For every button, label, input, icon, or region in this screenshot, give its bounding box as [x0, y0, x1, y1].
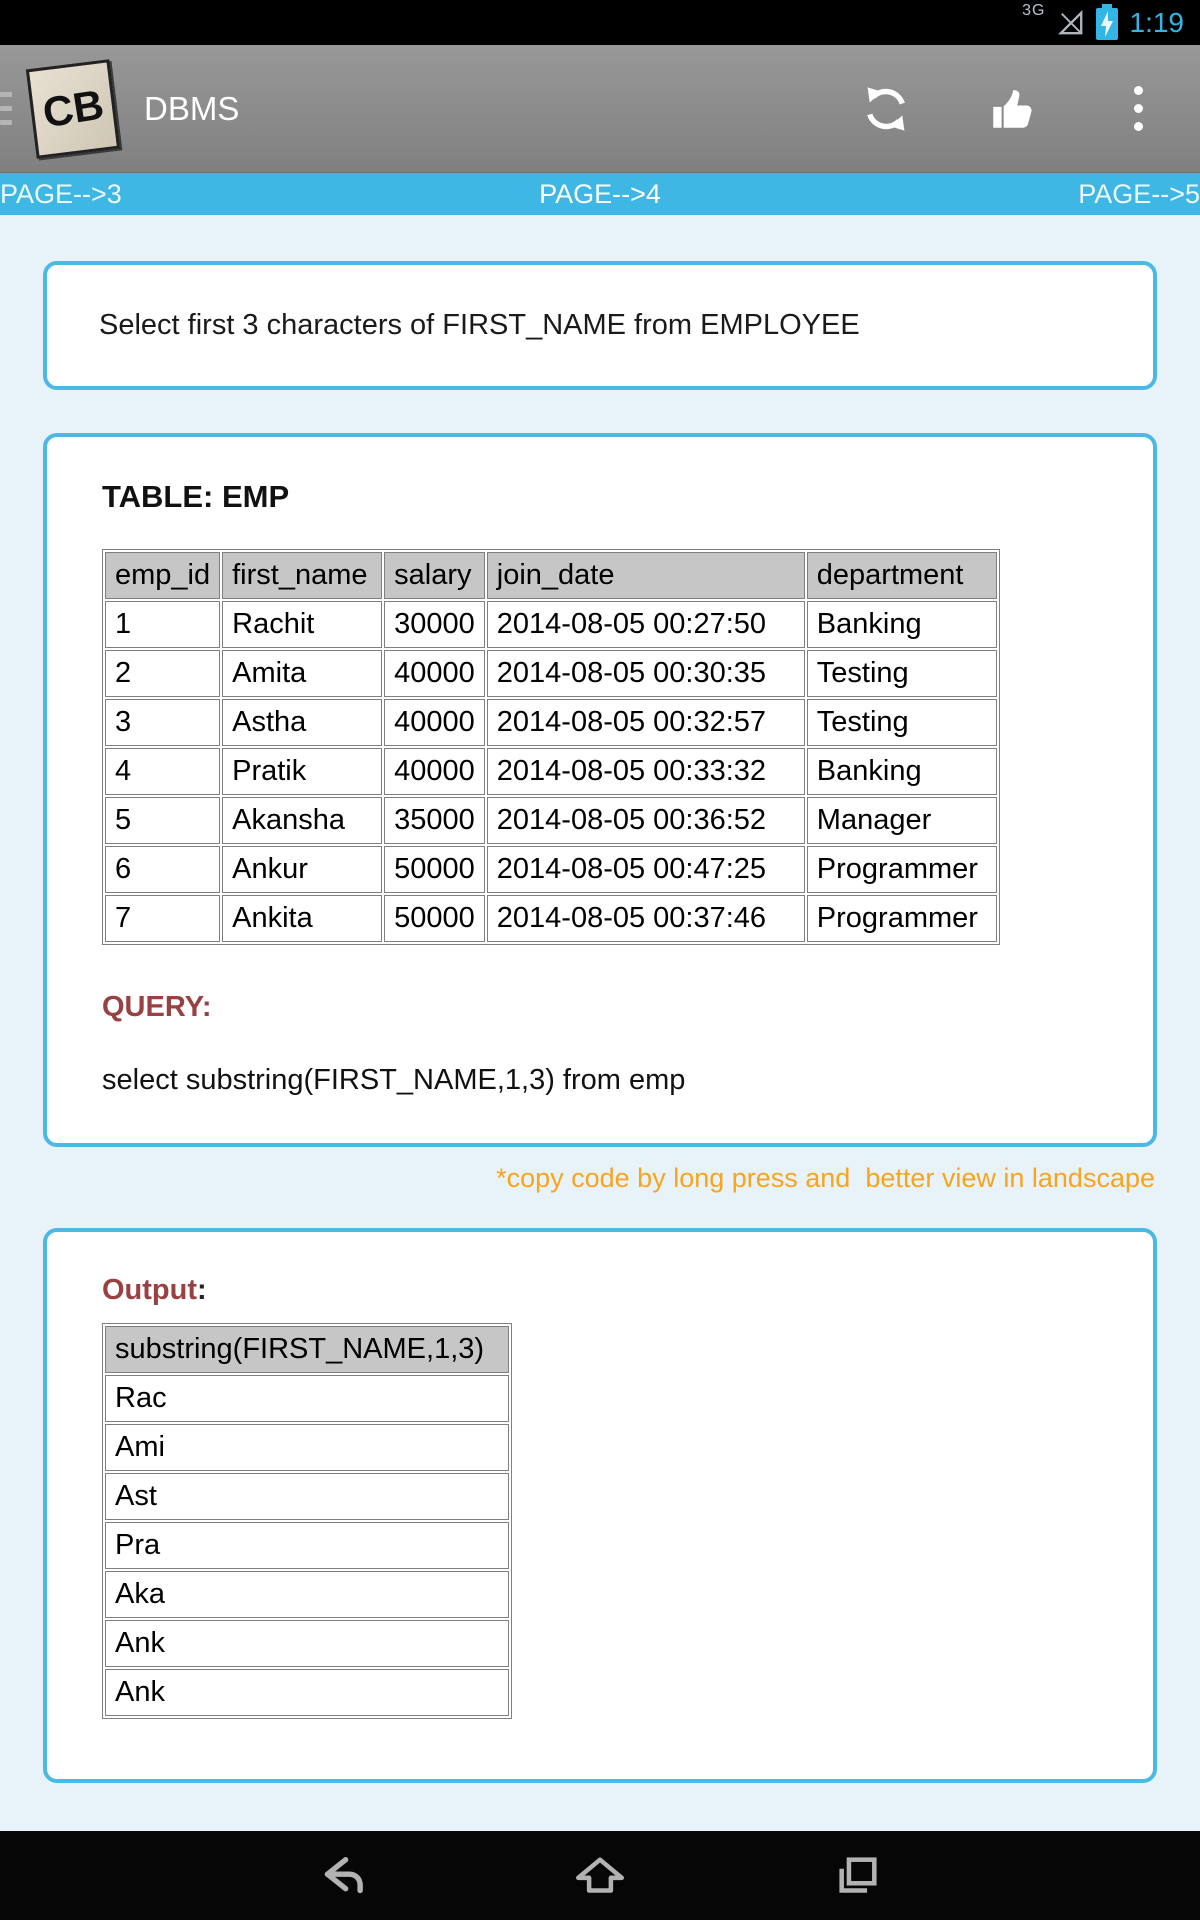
page-nav-bar	[0, 173, 1200, 215]
signal-triangle-icon	[1058, 10, 1084, 36]
table-cell: Ank	[105, 1620, 509, 1667]
emp-table	[102, 549, 1000, 945]
refresh-icon[interactable]	[858, 81, 914, 137]
question-card	[43, 261, 1157, 390]
table-cell: Programmer	[807, 846, 997, 893]
table-row	[105, 699, 997, 746]
table-row	[105, 846, 997, 893]
table-row	[105, 1375, 509, 1422]
table-cell: Testing	[807, 650, 997, 697]
table-cell: 7	[105, 895, 220, 942]
table-cell: Ami	[105, 1424, 509, 1471]
question-text: Select first 3 characters of FIRST_NAME from EMPLOYEE	[99, 309, 860, 341]
table-cell: 30000	[384, 601, 485, 648]
emp-table-header-row	[105, 552, 997, 599]
table-card	[43, 433, 1157, 1147]
table-cell: Rachit	[222, 601, 382, 648]
output-label: Output	[102, 1274, 198, 1306]
table-cell: 2	[105, 650, 220, 697]
back-icon[interactable]	[311, 1845, 373, 1907]
status-bar	[0, 0, 1200, 45]
copy-hint-text: *copy code by long press and better view in landscape	[496, 1163, 1155, 1193]
table-cell: Astha	[222, 699, 382, 746]
drawer-indicator[interactable]	[0, 79, 14, 139]
table-cell: Ast	[105, 1473, 509, 1520]
column-header: join_date	[487, 552, 805, 599]
table-row	[105, 1669, 509, 1716]
output-card	[43, 1228, 1157, 1783]
table-cell: Programmer	[807, 895, 997, 942]
table-cell: 4	[105, 748, 220, 795]
table-cell: 2014-08-05 00:30:35	[487, 650, 805, 697]
table-cell: Ank	[105, 1669, 509, 1716]
table-cell: 40000	[384, 650, 485, 697]
output-table-header-row	[105, 1326, 509, 1373]
table-cell: 5	[105, 797, 220, 844]
overflow-menu-icon[interactable]	[1110, 81, 1166, 137]
table-cell: 40000	[384, 748, 485, 795]
table-cell: 2014-08-05 00:33:32	[487, 748, 805, 795]
table-cell: Banking	[807, 601, 997, 648]
table-row	[105, 797, 997, 844]
table-row	[105, 1522, 509, 1569]
app-logo-box	[26, 59, 120, 159]
table-row	[105, 1620, 509, 1667]
action-bar-actions	[858, 81, 1200, 137]
table-cell: 50000	[384, 846, 485, 893]
table-cell: Manager	[807, 797, 997, 844]
table-row	[105, 650, 997, 697]
table-row	[105, 1473, 509, 1520]
table-cell: 3	[105, 699, 220, 746]
table-row	[105, 748, 997, 795]
column-header: department	[807, 552, 997, 599]
table-cell: 40000	[384, 699, 485, 746]
table-cell: Banking	[807, 748, 997, 795]
battery-charging-icon	[1096, 8, 1118, 40]
table-cell: Ankur	[222, 846, 382, 893]
table-cell: 6	[105, 846, 220, 893]
page-nav-next[interactable]: PAGE-->5	[1078, 178, 1200, 209]
column-header: salary	[384, 552, 485, 599]
network-type-label: 3G	[1022, 2, 1046, 19]
table-cell: Akansha	[222, 797, 382, 844]
column-header: first_name	[222, 552, 382, 599]
table-row	[105, 1424, 509, 1471]
system-nav-bar	[0, 1831, 1200, 1920]
table-cell: 35000	[384, 797, 485, 844]
output-label-wrap	[102, 1274, 1098, 1307]
column-header: emp_id	[105, 552, 220, 599]
query-label: QUERY:	[102, 991, 212, 1023]
table-cell: 50000	[384, 895, 485, 942]
page-nav-prev[interactable]: PAGE-->3	[0, 178, 122, 209]
query-text[interactable]: select substring(FIRST_NAME,1,3) from emp	[102, 1064, 686, 1096]
table-cell: 2014-08-05 00:32:57	[487, 699, 805, 746]
table-cell: Pra	[105, 1522, 509, 1569]
column-header: substring(FIRST_NAME,1,3)	[105, 1326, 509, 1373]
recents-icon[interactable]	[827, 1845, 889, 1907]
page-nav-current: PAGE-->4	[539, 178, 661, 209]
table-row	[105, 895, 997, 942]
table-cell: Ankita	[222, 895, 382, 942]
table-cell: Rac	[105, 1375, 509, 1422]
home-icon[interactable]	[569, 1845, 631, 1907]
table-cell: Pratik	[222, 748, 382, 795]
table-title: TABLE: EMP	[102, 479, 290, 514]
status-time: 1:19	[1129, 6, 1184, 38]
app-title: DBMS	[144, 89, 240, 127]
table-cell: 1	[105, 601, 220, 648]
table-row	[105, 1571, 509, 1618]
table-cell: 2014-08-05 00:47:25	[487, 846, 805, 893]
app-logo-text: CB	[39, 80, 107, 136]
table-cell: Testing	[807, 699, 997, 746]
output-label-colon: :	[197, 1274, 207, 1306]
table-cell: 2014-08-05 00:36:52	[487, 797, 805, 844]
action-bar	[0, 45, 1200, 173]
output-table	[102, 1323, 512, 1719]
thumbs-up-icon[interactable]	[984, 81, 1040, 137]
table-cell: 2014-08-05 00:37:46	[487, 895, 805, 942]
app-logo	[26, 59, 120, 159]
table-cell: Aka	[105, 1571, 509, 1618]
table-cell: 2014-08-05 00:27:50	[487, 601, 805, 648]
table-cell: Amita	[222, 650, 382, 697]
table-row	[105, 601, 997, 648]
